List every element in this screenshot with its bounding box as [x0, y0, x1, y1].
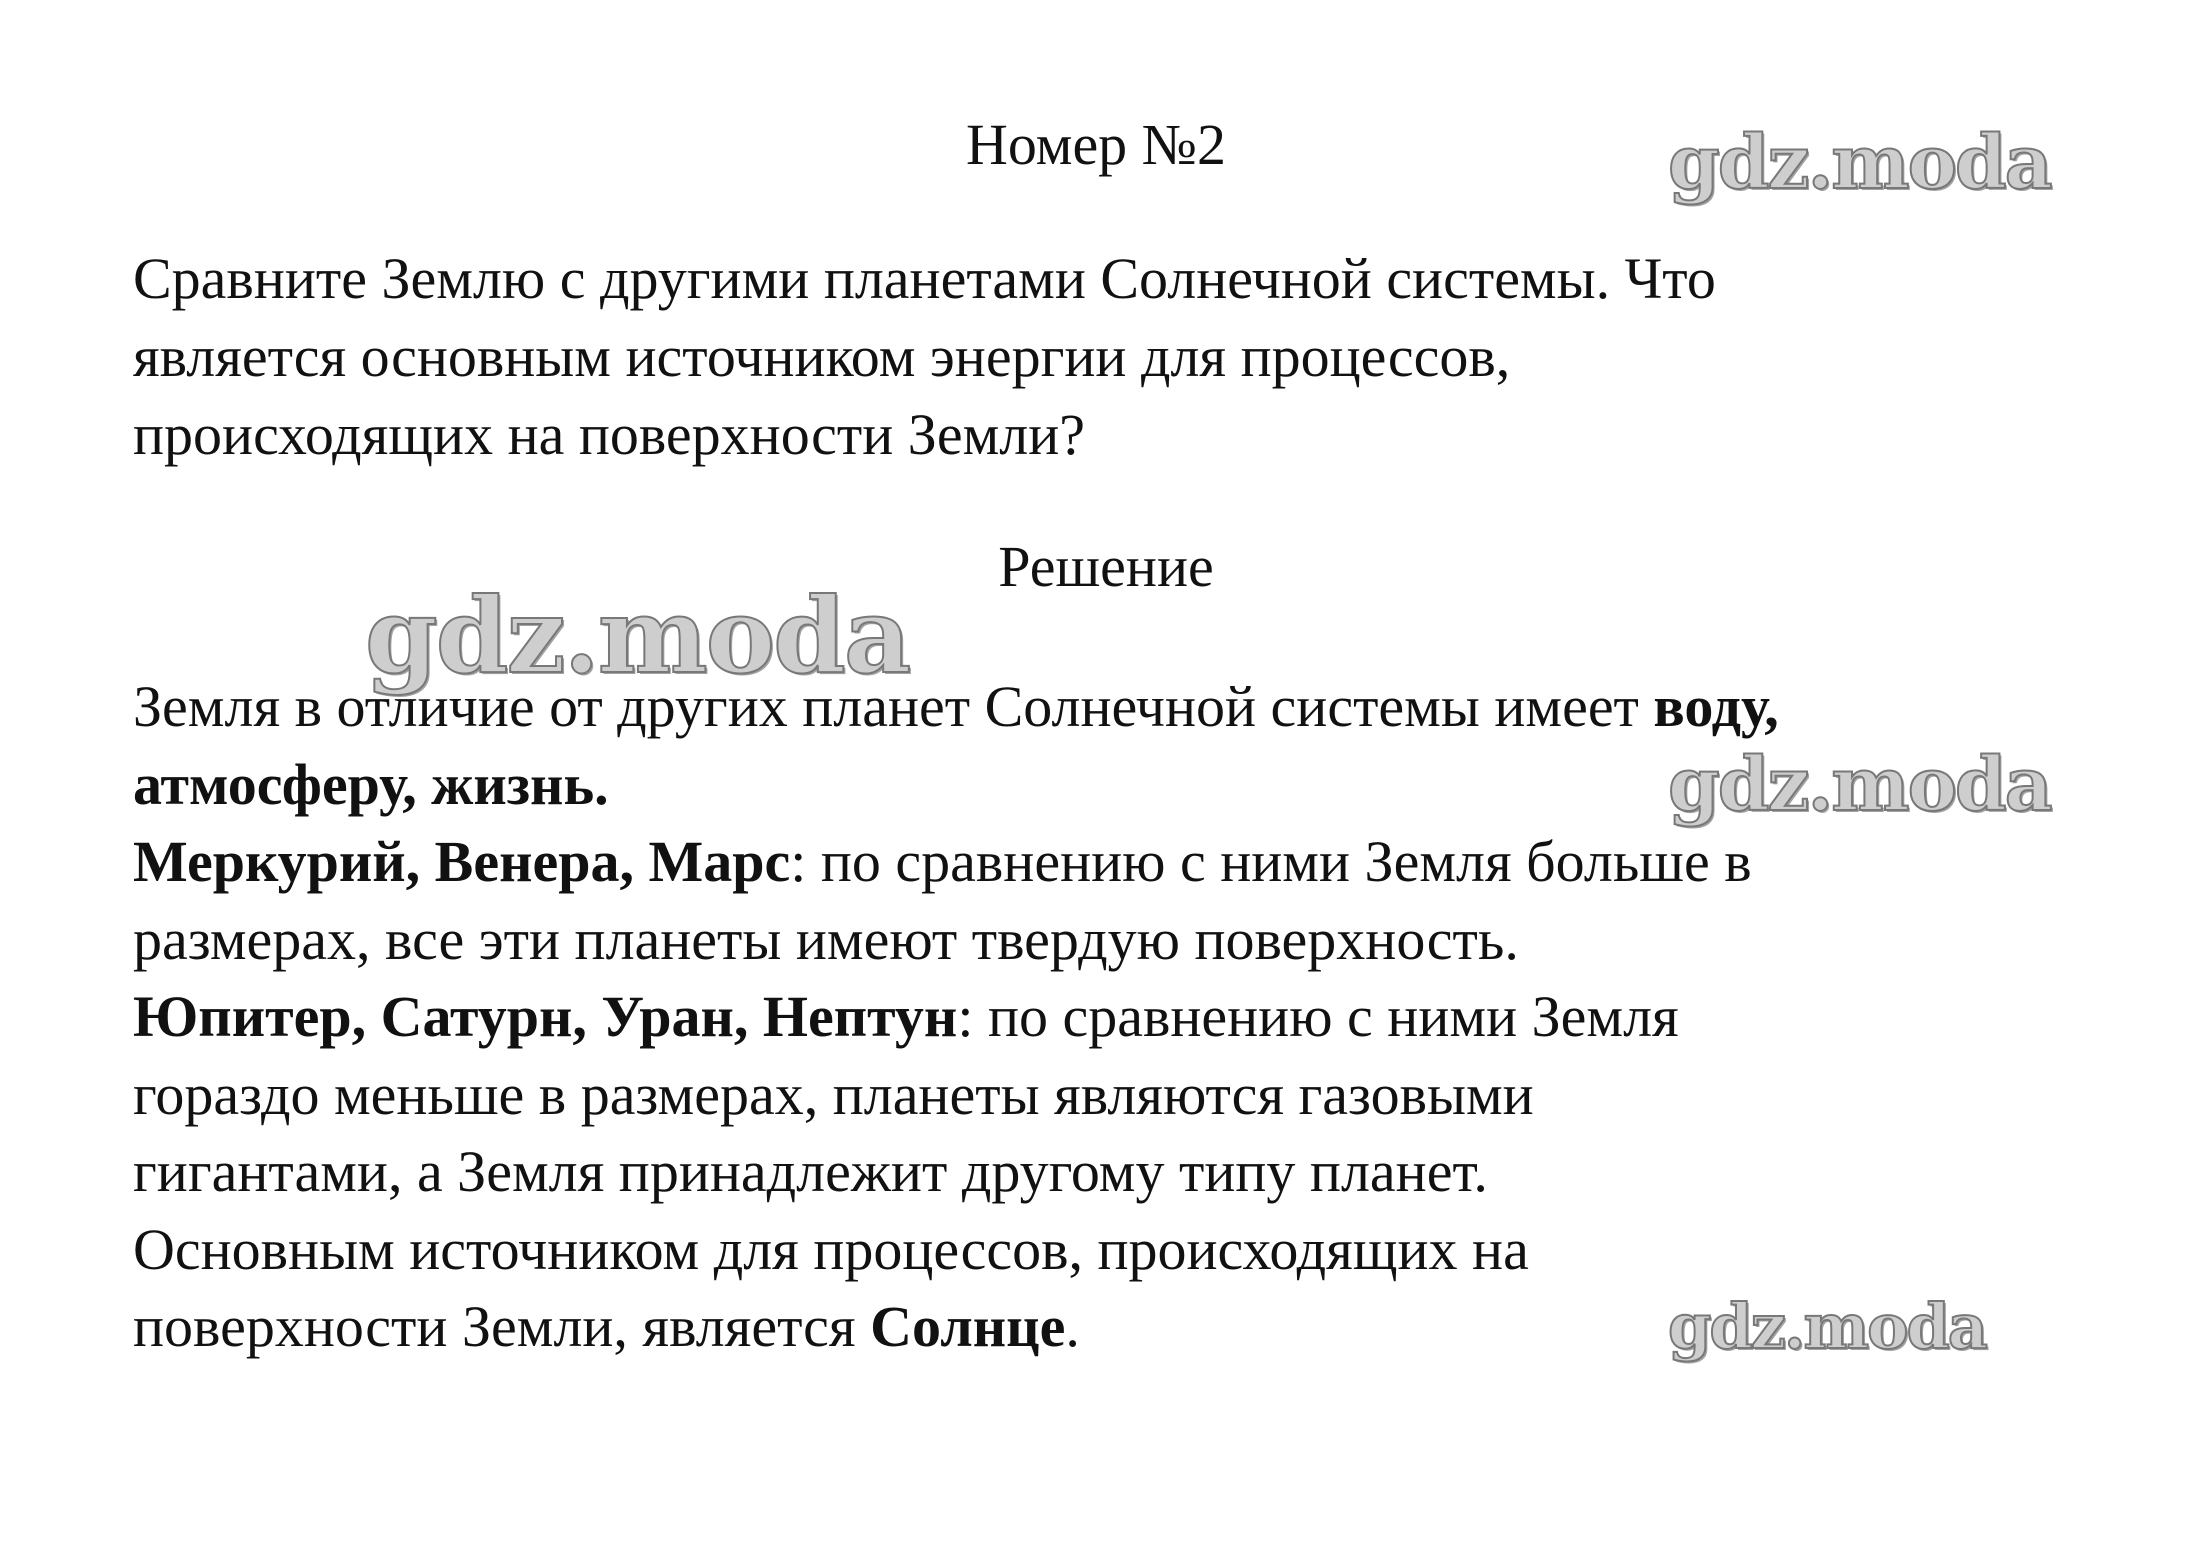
- answer-p1-text: Земля в отличие от других планет Солнечной системы имеет: [133, 674, 1654, 739]
- answer-p2-text-a: : по сравнению с ними Земля больше в: [790, 829, 1752, 894]
- page-title: Номер №2: [965, 112, 1227, 177]
- answer-p1-bold-a: воду,: [1653, 674, 1779, 739]
- answer-line: размерах, все эти планеты имеют твердую поверхность.: [133, 906, 1519, 972]
- answer-line: [133, 823, 2163, 901]
- answer-line: [133, 978, 2163, 1056]
- answer-line: гораздо меньше в размерах, планеты являются газовыми: [133, 1061, 1534, 1127]
- answer-line: [133, 668, 2163, 746]
- answer-p2-bold: Меркурий, Венера, Марс: [133, 829, 791, 894]
- watermark-logo: gdz.moda: [365, 574, 910, 697]
- answer-p1-bold-b: атмосферу, жизнь.: [133, 751, 609, 817]
- answer-p3-bold: Юпитер, Сатурн, Уран, Нептун: [133, 984, 958, 1049]
- answer-p4-text-b: поверхности Земли, является: [133, 1294, 871, 1359]
- question-text: [133, 240, 2113, 474]
- watermark-logo: gdz.moda: [1668, 120, 2051, 206]
- question-line: является основным источником энергии для процессов,: [133, 324, 1511, 389]
- question-line: Сравните Землю с другими планетами Солнечной системы. Что: [133, 246, 1716, 311]
- answer-line: гигантами, а Земля принадлежит другому типу планет.: [133, 1139, 1488, 1204]
- watermark-logo: gdz.moda: [1668, 1290, 1986, 1363]
- question-line: происходящих на поверхности Земли?: [133, 402, 1086, 467]
- answer-line: [133, 746, 2163, 824]
- answer-line: [133, 1288, 2163, 1366]
- watermark-logo: gdz.moda: [1668, 742, 2051, 828]
- answer-p4-bold: Солнце: [870, 1294, 1066, 1359]
- answer-line: Основным источником для процессов, происходящих на: [133, 1216, 1529, 1282]
- answer-p4-end: .: [1065, 1294, 1080, 1359]
- answer-p3-text-a: : по сравнению с ними Земля: [957, 984, 1679, 1049]
- solution-heading: Решение: [998, 534, 1214, 599]
- answer-text: [133, 668, 2163, 1366]
